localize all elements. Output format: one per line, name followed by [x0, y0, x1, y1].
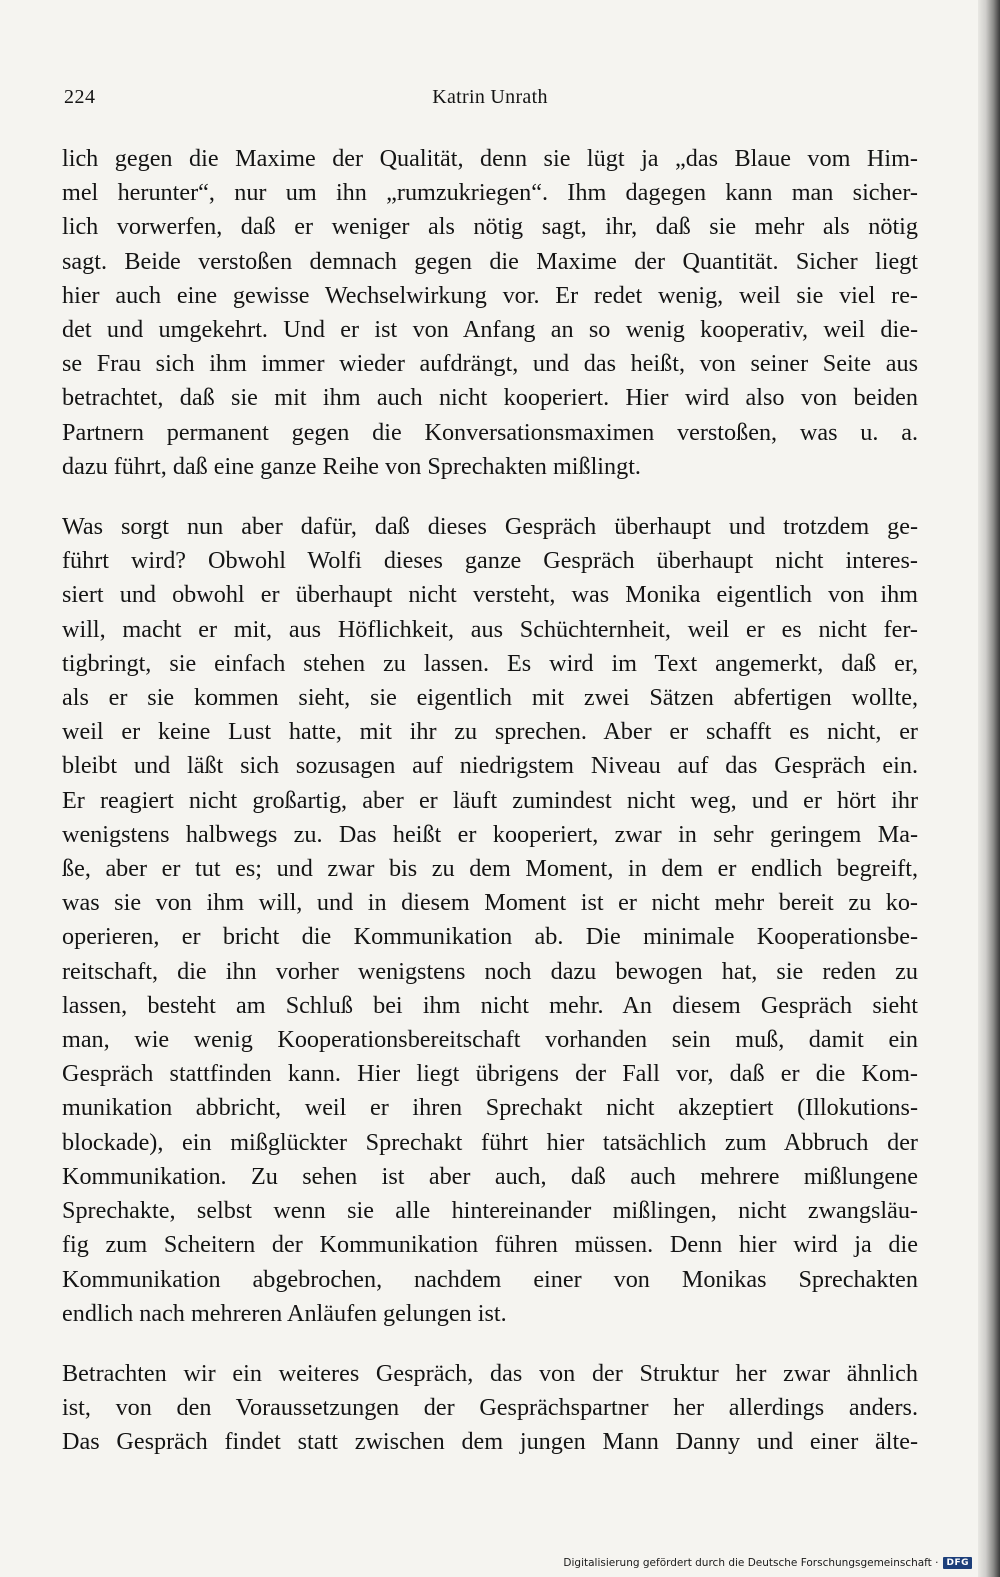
page-header — [62, 86, 918, 116]
running-head: Katrin Unrath — [432, 86, 548, 108]
footer-credit: Digitalisierung gefördert durch die Deutsche Forschungsgemeinschaft · — [563, 1557, 939, 1569]
body-text — [62, 142, 918, 1486]
text-line: ße, aber er tut es; und zwar bis zu dem Moment, in dem er endlich begreift, — [62, 855, 918, 883]
paragraph-2 — [62, 510, 918, 1331]
text-line: ist, von den Voraussetzungen der Gesprächspartner her allerdings anders. — [62, 1394, 918, 1422]
text-line: Partnern permanent gegen die Konversationsmaximen verstoßen, was u. a. — [62, 418, 918, 446]
text-line: sagt. Beide verstoßen demnach gegen die Maxime der Quantität. Sicher liegt — [62, 247, 918, 275]
text-line: Was sorgt nun aber dafür, daß dieses Gespräch überhaupt und trotzdem ge- — [62, 513, 918, 541]
text-line: lassen, besteht am Schluß bei ihm nicht mehr. An diesem Gespräch sieht — [62, 991, 918, 1019]
text-line: tigbringt, sie einfach stehen zu lassen. Es wird im Text angemerkt, daß er, — [62, 649, 918, 677]
text-line: Kommunikation abgebrochen, nachdem einer von Monikas Sprechakten — [62, 1265, 918, 1293]
text-line: lich gegen die Maxime der Qualität, denn sie lügt ja „das Blaue vom Him- — [62, 145, 918, 172]
book-spine-shadow — [978, 0, 1000, 1577]
text-line: fig zum Scheitern der Kommunikation führen müssen. Denn hier wird ja die — [62, 1231, 918, 1259]
text-line: det und umgekehrt. Und er ist von Anfang an so wenig kooperativ, weil die- — [62, 316, 918, 344]
text-line: wenigstens halbwegs zu. Das heißt er kooperiert, zwar in sehr geringem Ma- — [62, 820, 918, 848]
text-line: hier auch eine gewisse Wechselwirkung vor. Er redet wenig, weil sie viel re- — [62, 281, 918, 309]
text-line: führt wird? Obwohl Wolfi dieses ganze Gespräch überhaupt nicht interes- — [62, 547, 918, 575]
text-line: blockade), ein mißglückter Sprechakt führt hier tatsächlich zum Abbruch der — [62, 1128, 918, 1156]
dfg-logo-icon: DFG — [943, 1557, 972, 1569]
paragraph-3 — [62, 1357, 918, 1460]
text-line: bleibt und läßt sich sozusagen auf niedrigstem Niveau auf das Gespräch ein. — [62, 752, 918, 780]
text-line: als er sie kommen sieht, sie eigentlich mit zwei Sätzen abfertigen wollte, — [62, 684, 918, 712]
text-line: mel herunter“, nur um ihn „rumzukriegen“. Ihm dagegen kann man sicher- — [62, 179, 918, 207]
text-line: lich vorwerfen, daß er weniger als nötig sagt, ihr, daß sie mehr als nötig — [62, 213, 918, 241]
text-line: reitschaft, die ihn vorher wenigstens noch dazu bewogen hat, sie reden zu — [62, 957, 918, 985]
text-line: Betrachten wir ein weiteres Gespräch, das von der Struktur her zwar ähnlich — [62, 1359, 918, 1387]
text-line: Das Gespräch findet statt zwischen dem jungen Mann Danny und einer älte- — [62, 1428, 918, 1456]
text-line: Gespräch stattfinden kann. Hier liegt übrigens der Fall vor, daß er die Kom- — [62, 1060, 918, 1088]
text-line: man, wie wenig Kooperationsbereitschaft vorhanden sein muß, damit ein — [62, 1026, 918, 1054]
text-line: siert und obwohl er überhaupt nicht versteht, was Monika eigentlich von ihm — [62, 581, 918, 609]
text-line: se Frau sich ihm immer wieder aufdrängt, und das heißt, von seiner Seite aus — [62, 350, 918, 378]
paragraph-1 — [62, 142, 918, 484]
text-line: Sprechakte, selbst wenn sie alle hintereinander mißlingen, nicht zwangsläu- — [62, 1197, 918, 1225]
text-line: betrachtet, daß sie mit ihm auch nicht kooperiert. Hier wird also von beiden — [62, 384, 918, 412]
text-line: munikation abbricht, weil er ihren Sprechakt nicht akzeptiert (Illokutions- — [62, 1094, 918, 1122]
text-line: weil er keine Lust hatte, mit ihr zu sprechen. Aber er schafft es nicht, er — [62, 718, 918, 746]
text-line: will, macht er mit, aus Höflichkeit, aus Schüchternheit, weil er es nicht fer- — [62, 615, 918, 643]
text-line: Er reagiert nicht großartig, aber er läuft zumindest nicht weg, und er hört ihr — [62, 786, 918, 814]
text-line: was sie von ihm will, und in diesem Moment ist er nicht mehr bereit zu ko- — [62, 889, 918, 917]
text-line: endlich nach mehreren Anläufen gelungen ist. — [62, 1299, 507, 1327]
text-line: operieren, er bricht die Kommunikation ab. Die minimale Kooperationsbe- — [62, 923, 918, 951]
digitization-footer — [563, 1555, 972, 1571]
page-number: 224 — [64, 86, 96, 108]
text-line: Kommunikation. Zu sehen ist aber auch, daß auch mehrere mißlungene — [62, 1162, 918, 1190]
text-line: dazu führt, daß eine ganze Reihe von Sprechakten mißlingt. — [62, 452, 641, 480]
